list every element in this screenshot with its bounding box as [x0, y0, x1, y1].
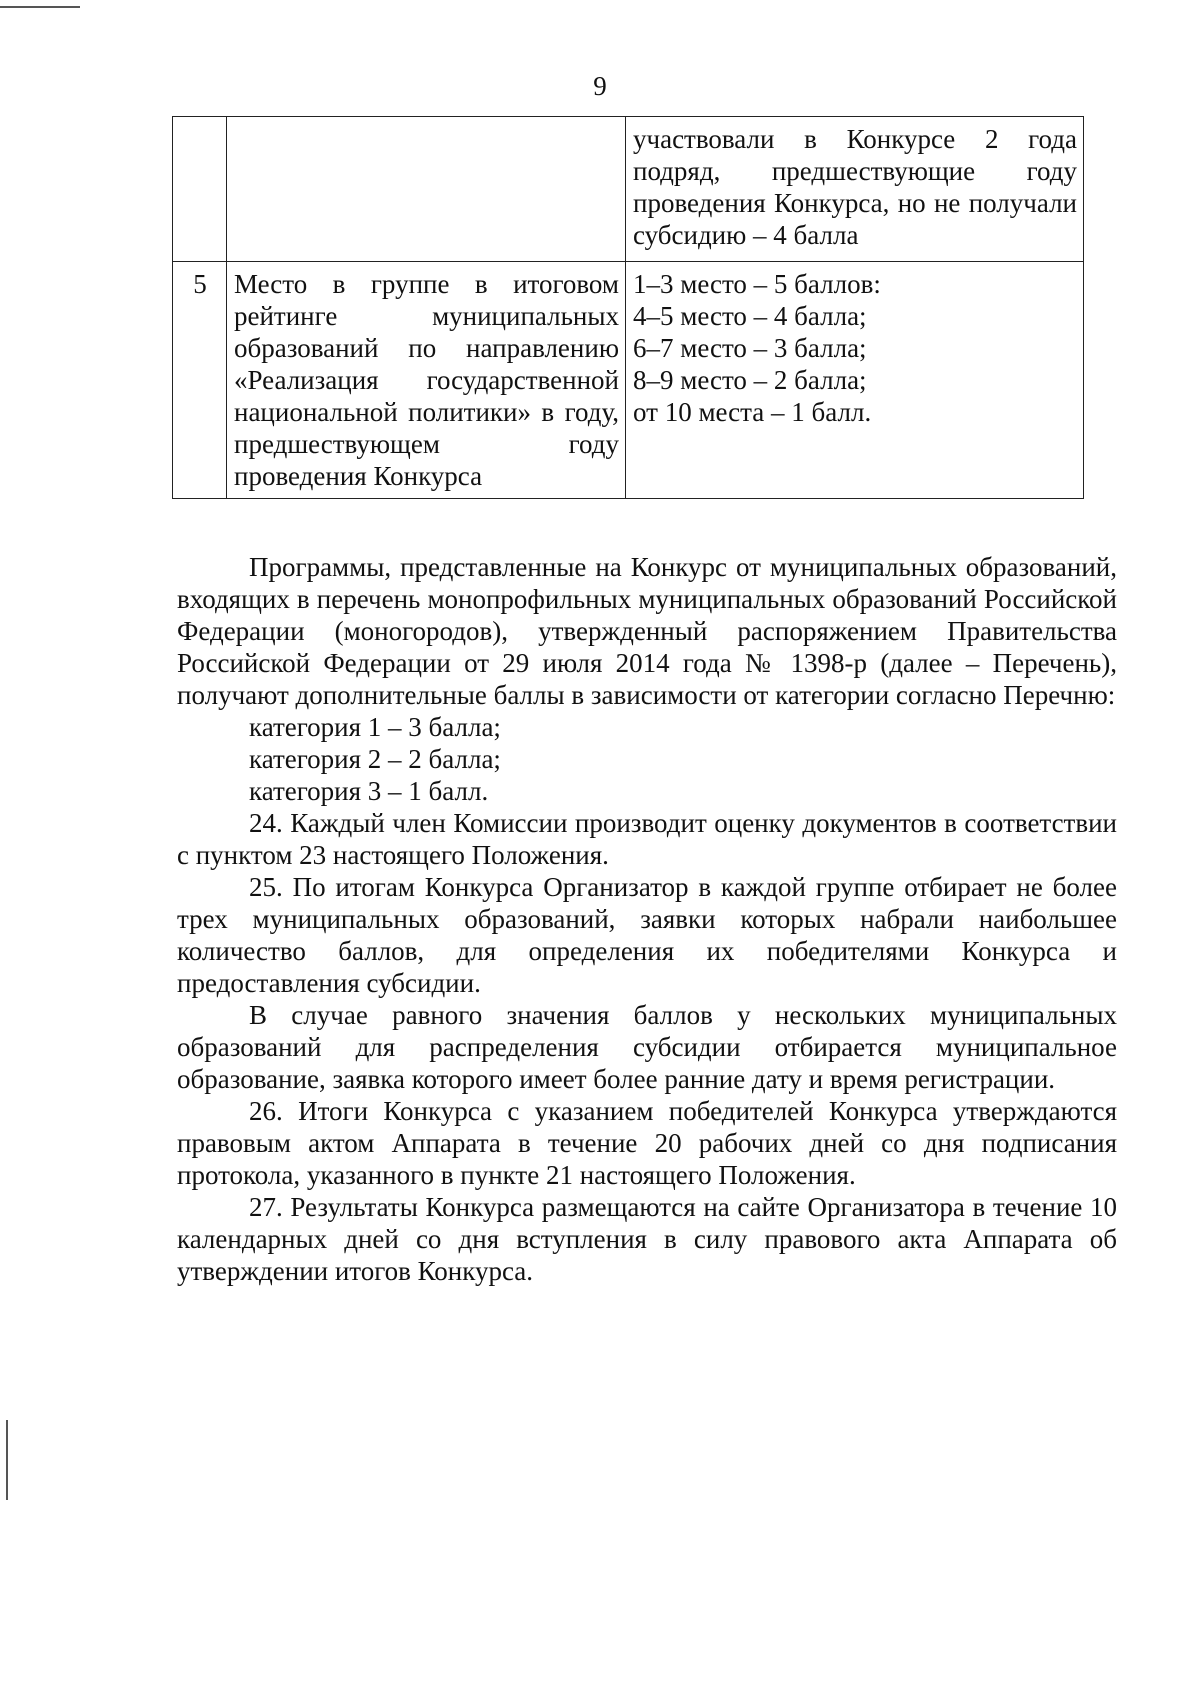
points-line: 8–9 место – 2 балла; — [633, 365, 867, 395]
paragraph-25-tiebreak: В случае равного значения баллов у нескольких муниципальных образований для распределения субсидии отбирается муниципальное образование, заявка которого имеет более ранние дату и время регистрации. — [177, 1000, 1117, 1094]
table-cell-number: 5 — [173, 262, 227, 499]
points-line: от 10 места – 1 балл. — [633, 397, 872, 427]
paragraph-25: 25. По итогам Конкурса Организатор в каждой группе отбирает не более трех муниципальных образований, заявки которых набрали наибольшее количество баллов, для определения их победителями Конкурса и предоставления субсидии. — [177, 872, 1117, 998]
table-cell-criterion: Место в группе в итоговом рейтинге муниципальных образований по направлению «Реализация государственной национальной политики» в году, предшествующем году проведения Конкурса — [227, 262, 626, 499]
points-line: 4–5 место – 4 балла; — [633, 301, 867, 331]
table-row — [173, 117, 1084, 262]
category-1-line: категория 1 – 3 балла; — [249, 712, 501, 742]
scan-edge-line-left — [6, 1420, 8, 1500]
table-cell-points — [626, 262, 1084, 499]
table-cell-criterion — [227, 117, 626, 262]
criteria-table — [172, 116, 1084, 499]
category-3-line: категория 3 – 1 балл. — [249, 776, 489, 806]
category-2-line: категория 2 – 2 балла; — [249, 744, 501, 774]
page-number: 9 — [593, 71, 607, 101]
scan-edge-line-top — [0, 6, 80, 8]
document-body — [177, 551, 1117, 1287]
points-line: 6–7 место – 3 балла; — [633, 333, 867, 363]
paragraph-27: 27. Результаты Конкурса размещаются на сайте Организатора в течение 10 календарных дней со дня вступления в силу правового акта Аппарата об утверждении итогов Конкурса. — [177, 1192, 1117, 1286]
paragraph-24: 24. Каждый член Комиссии производит оценку документов в соответствии с пунктом 23 настоящего Положения. — [177, 808, 1117, 870]
paragraph-monocities: Программы, представленные на Конкурс от муниципальных образований, входящих в перечень монопрофильных муниципальных образований Российской Федерации (моногородов), утвержденный распоряжением Правительства Российской Федерации от 29 июля 2014 года № 1398-р (далее – Перечень), получают дополнительные баллы в зависимости от категории согласно Перечню: — [177, 552, 1117, 710]
table-cell-number — [173, 117, 227, 262]
paragraph-26: 26. Итоги Конкурса с указанием победителей Конкурса утверждаются правовым актом Аппарата в течение 20 рабочих дней со дня подписания протокола, указанного в пункте 21 настоящего Положения. — [177, 1096, 1117, 1190]
table-cell-points: участвовали в Конкурсе 2 года подряд, предшествующие году проведения Конкурса, но не получали субсидию – 4 балла — [626, 117, 1084, 262]
points-line: 1–3 место – 5 баллов: — [633, 269, 881, 299]
table-row — [173, 262, 1084, 499]
